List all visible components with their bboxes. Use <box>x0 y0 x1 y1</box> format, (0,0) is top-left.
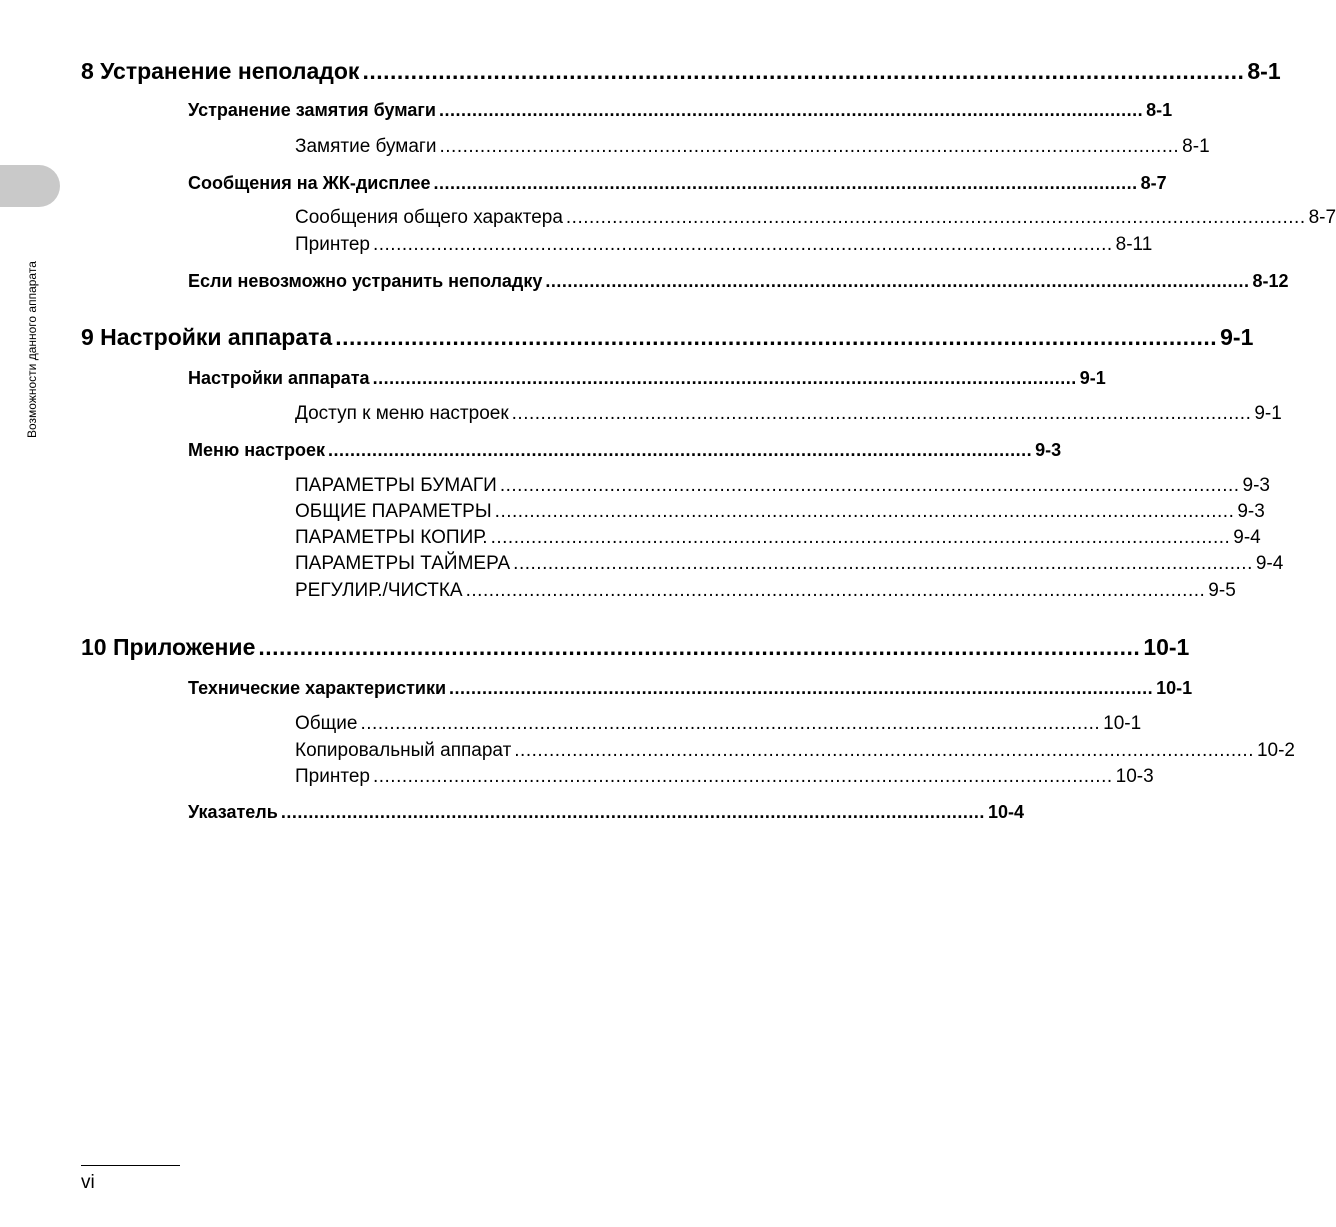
toc-item[interactable] <box>295 475 1270 496</box>
toc-title: ПАРАМЕТРЫ КОПИР. <box>295 527 488 548</box>
toc-item[interactable] <box>295 136 1210 157</box>
toc-title: Копировальный аппарат <box>295 740 512 761</box>
toc-section[interactable] <box>188 678 1193 698</box>
side-tab-label: Возможности данного аппарата <box>25 261 39 438</box>
toc-title: Сообщения общего характера <box>295 207 563 228</box>
toc-page: 10-1 <box>1156 678 1193 698</box>
toc-item[interactable] <box>295 713 1142 734</box>
leader-dots: ................................................................................................................................ <box>494 501 1235 522</box>
leader-dots: ................................................................................................................................ <box>362 58 1245 84</box>
toc-page: 8-7 <box>1140 173 1167 193</box>
leader-dots: ................................................................................................................................ <box>439 136 1180 157</box>
toc-item[interactable] <box>295 207 1336 228</box>
toc-item[interactable] <box>295 766 1154 787</box>
toc-chapter-9[interactable] <box>81 324 1254 350</box>
leader-dots: ................................................................................................................................ <box>545 271 1250 291</box>
leader-dots: ................................................................................................................................ <box>258 634 1141 660</box>
toc-title: Доступ к меню настроек <box>295 403 509 424</box>
leader-dots: ................................................................................................................................ <box>327 440 1033 460</box>
toc-title: Сообщения на ЖК-дисплее <box>188 173 431 193</box>
toc-title: ПАРАМЕТРЫ ТАЙМЕРА <box>295 553 511 574</box>
toc-title: Меню настроек <box>188 440 325 460</box>
chapter-tab <box>0 165 60 207</box>
toc-item[interactable] <box>295 740 1295 761</box>
toc-section[interactable] <box>188 173 1167 193</box>
leader-dots: ................................................................................................................................ <box>499 475 1240 496</box>
leader-dots: ................................................................................................................................ <box>513 553 1253 574</box>
toc-page: 9-3 <box>1242 475 1270 496</box>
toc-item[interactable] <box>295 234 1153 255</box>
toc-page: 8-11 <box>1115 234 1153 255</box>
toc-item[interactable] <box>295 580 1236 601</box>
leader-dots: ................................................................................................................................ <box>372 234 1113 255</box>
toc-title: РЕГУЛИР./ЧИСТКА <box>295 580 463 601</box>
leader-dots: ................................................................................................................................ <box>511 403 1252 424</box>
toc-title: ОБЩИЕ ПАРАМЕТРЫ <box>295 501 492 522</box>
toc-page: 8-1 <box>1182 136 1210 157</box>
toc-item[interactable] <box>295 403 1282 424</box>
toc-title: 8 Устранение неполадок <box>81 58 360 84</box>
toc-title: 9 Настройки аппарата <box>81 324 333 350</box>
toc-title: 10 Приложение <box>81 634 256 660</box>
leader-dots: ................................................................................................................................ <box>565 207 1306 228</box>
toc-title: Устранение замятия бумаги <box>188 100 436 120</box>
toc-title: ПАРАМЕТРЫ БУМАГИ <box>295 475 497 496</box>
toc-page: 9-1 <box>1254 403 1282 424</box>
page-number: vi <box>81 1172 95 1193</box>
leader-dots: ................................................................................................................................ <box>490 527 1231 548</box>
toc-section[interactable] <box>188 100 1173 120</box>
toc-page: 9-5 <box>1208 580 1236 601</box>
toc-page: 10-3 <box>1115 766 1154 787</box>
toc-page: 9-1 <box>1079 368 1106 388</box>
toc-title: Общие <box>295 713 358 734</box>
toc-page: 8-12 <box>1252 271 1289 291</box>
leader-dots: ................................................................................................................................ <box>514 740 1254 761</box>
toc-title: Технические характеристики <box>188 678 447 698</box>
toc-title: Настройки аппарата <box>188 368 370 388</box>
leader-dots: ................................................................................................................................ <box>438 100 1144 120</box>
toc-chapter-10[interactable] <box>81 634 1190 660</box>
toc-page: 10-4 <box>987 802 1024 822</box>
toc-page: 10-2 <box>1256 740 1295 761</box>
leader-dots: ................................................................................................................................ <box>465 580 1206 601</box>
toc-item[interactable] <box>295 527 1261 548</box>
toc-page: 9-3 <box>1035 440 1062 460</box>
leader-dots: ................................................................................................................................ <box>335 324 1218 350</box>
toc-chapter-8[interactable] <box>81 58 1281 84</box>
toc-title: Принтер <box>295 234 370 255</box>
toc-page: 8-1 <box>1146 100 1173 120</box>
toc-page: 10-1 <box>1103 713 1142 734</box>
toc-section[interactable] <box>188 271 1289 291</box>
toc-page: 8-1 <box>1247 58 1281 84</box>
toc-section[interactable] <box>188 440 1062 460</box>
toc-item[interactable] <box>295 501 1265 522</box>
leader-dots: ................................................................................................................................ <box>449 678 1154 698</box>
toc-section[interactable] <box>188 802 1024 822</box>
toc-page: 8-7 <box>1308 207 1336 228</box>
toc-item[interactable] <box>295 553 1284 574</box>
footer-rule <box>81 1165 180 1166</box>
leader-dots: ................................................................................................................................ <box>372 766 1113 787</box>
toc-page: 9-4 <box>1233 527 1261 548</box>
toc-title: Указатель <box>188 802 278 822</box>
toc-title: Если невозможно устранить неполадку <box>188 271 543 291</box>
toc-page: 9-1 <box>1220 324 1254 350</box>
toc-title: Замятие бумаги <box>295 136 437 157</box>
toc-page: 10-1 <box>1143 634 1190 660</box>
toc-page: 9-4 <box>1255 553 1284 574</box>
toc-title: Принтер <box>295 766 370 787</box>
leader-dots: ................................................................................................................................ <box>433 173 1138 193</box>
leader-dots: ................................................................................................................................ <box>360 713 1101 734</box>
leader-dots: ................................................................................................................................ <box>372 368 1077 388</box>
toc-page: 9-3 <box>1237 501 1265 522</box>
toc-section[interactable] <box>188 368 1106 388</box>
leader-dots: ................................................................................................................................ <box>280 802 985 822</box>
